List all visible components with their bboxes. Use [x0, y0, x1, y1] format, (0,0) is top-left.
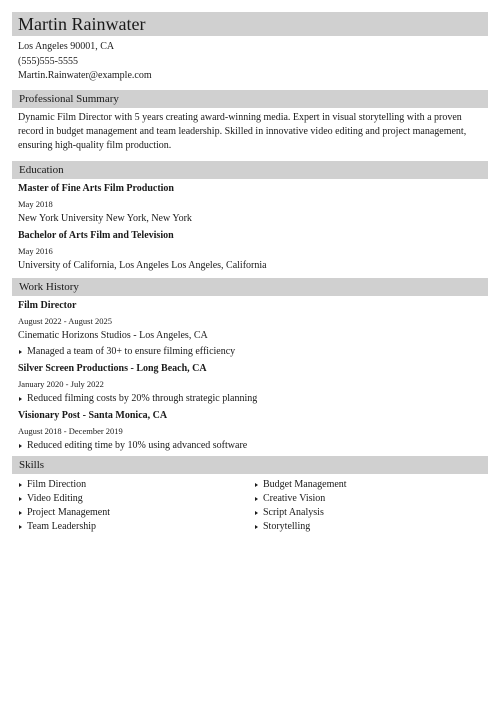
skill-item — [254, 506, 347, 520]
bullet-icon — [255, 525, 258, 529]
skill-label: Video Editing — [27, 493, 83, 504]
job-bullet — [18, 439, 482, 453]
school-name: New York University New York, New York — [18, 213, 192, 224]
section-header-summary — [12, 90, 488, 108]
skill-label: Storytelling — [263, 521, 311, 532]
job-company: Cinematic Horizons Studios - Los Angeles, CA — [18, 330, 208, 341]
skill-item — [18, 492, 110, 506]
bullet-icon — [255, 497, 258, 501]
skill-label: Creative Vision — [263, 493, 326, 504]
job-bullet-text: Reduced editing time by 10% using advanced software — [27, 440, 248, 451]
skill-label: Budget Management — [263, 479, 347, 490]
contact-address: Los Angeles 90001, CA — [18, 41, 115, 52]
bullet-icon — [19, 511, 22, 515]
skills-list-left — [18, 478, 110, 534]
bullet-icon — [19, 483, 22, 487]
work-item — [18, 362, 482, 406]
section-title-education: Education — [19, 164, 64, 176]
degree-date: May 2016 — [18, 246, 53, 256]
work-item — [18, 299, 482, 359]
skill-item — [18, 520, 110, 534]
job-bullet — [18, 345, 482, 359]
contact-email: Martin.Rainwater@example.com — [18, 70, 152, 81]
education-list — [18, 182, 482, 273]
skill-label: Film Direction — [27, 479, 87, 490]
section-header-education — [12, 161, 488, 179]
job-title: Silver Screen Productions - Long Beach, CA — [18, 363, 207, 374]
bullet-icon — [19, 444, 22, 448]
work-item — [18, 409, 482, 453]
bullet-icon — [19, 397, 22, 401]
job-bullet — [18, 392, 482, 406]
job-dates: January 2020 - July 2022 — [18, 379, 104, 389]
bullet-icon — [19, 350, 22, 354]
job-dates: August 2018 - December 2019 — [18, 426, 123, 436]
section-header-skills — [12, 456, 488, 474]
section-title-skills: Skills — [19, 459, 45, 471]
candidate-name: Martin Rainwater — [18, 14, 146, 34]
skill-label: Script Analysis — [263, 507, 324, 518]
job-title: Film Director — [18, 300, 77, 311]
bullet-icon — [255, 483, 258, 487]
degree-title: Master of Fine Arts Film Production — [18, 183, 174, 194]
job-dates: August 2022 - August 2025 — [18, 316, 112, 326]
skill-item — [18, 506, 110, 520]
school-name: University of California, Los Angeles Los Angeles, California — [18, 260, 267, 271]
job-bullet-text: Reduced filming costs by 20% through strategic planning — [27, 393, 258, 404]
bullet-icon — [255, 511, 258, 515]
name-header — [12, 12, 488, 36]
job-bullet-text: Managed a team of 30+ to ensure filming efficiency — [27, 346, 236, 357]
job-title: Visionary Post - Santa Monica, CA — [18, 410, 168, 421]
skills-list-right — [254, 478, 347, 534]
skill-item — [254, 478, 347, 492]
skill-item — [18, 478, 110, 492]
bullet-icon — [19, 525, 22, 529]
contact-phone: (555)555-5555 — [18, 55, 78, 67]
section-header-work — [12, 278, 488, 296]
summary-text: Dynamic Film Director with 5 years creating award-winning media. Expert in visual storytelling with a proven record in budget management and team leadership. Skilled in innovative video editing and project management, ensuring high-quality film production. — [18, 112, 467, 151]
education-item — [18, 229, 482, 273]
skill-label: Team Leadership — [27, 521, 96, 532]
bullet-icon — [19, 497, 22, 501]
skill-item — [254, 520, 347, 534]
section-title-summary: Professional Summary — [19, 93, 119, 105]
work-list — [18, 299, 482, 453]
contact-block — [18, 40, 152, 84]
skill-item — [254, 492, 347, 506]
degree-title: Bachelor of Arts Film and Television — [18, 230, 174, 241]
education-item — [18, 182, 482, 226]
section-title-work: Work History — [19, 281, 79, 293]
skill-label: Project Management — [27, 507, 111, 518]
degree-date: May 2018 — [18, 199, 53, 209]
